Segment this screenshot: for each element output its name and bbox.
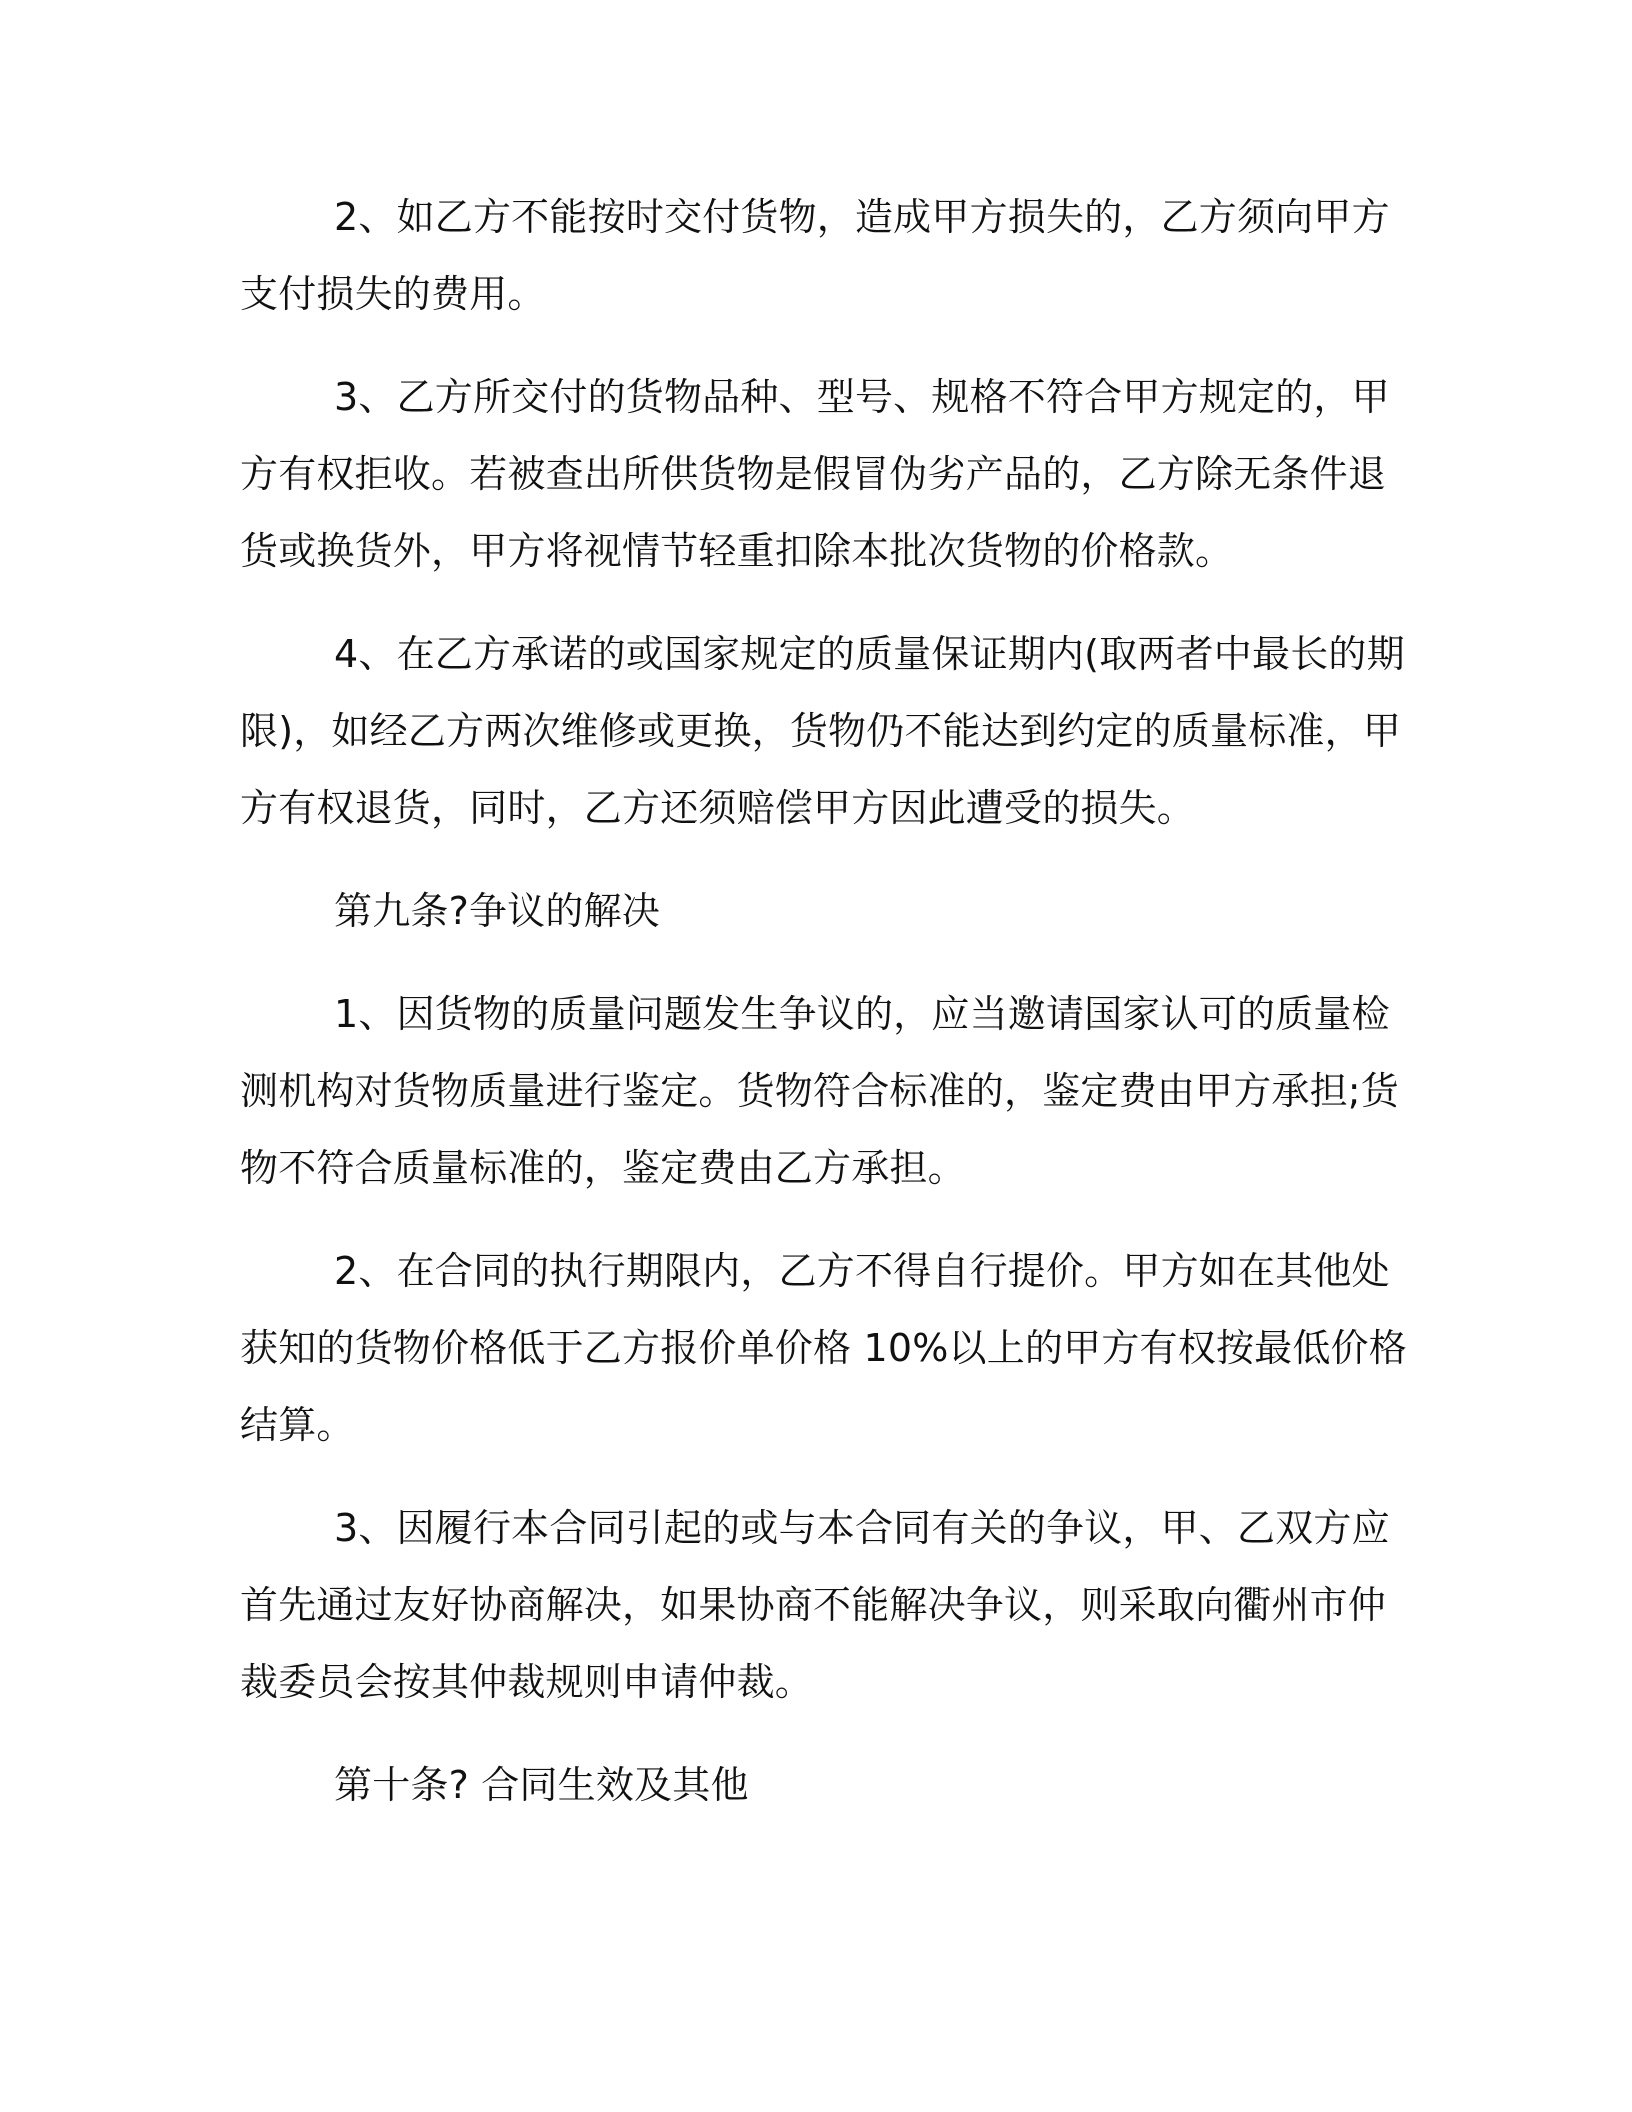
clause-9-item-3-line-3: 裁委员会按其仲裁规则申请仲裁。 — [240, 1660, 814, 1704]
clause-8-item-4-line-2: 限)，如经乙方两次维修或更换，货物仍不能达到约定的质量标准，甲 — [240, 709, 1402, 753]
clause-9-item-2-line-2: 获知的货物价格低于乙方报价单价格 10%以上的甲方有权按最低价格 — [240, 1326, 1407, 1370]
clause-9-item-1-line-2: 测机构对货物质量进行鉴定。货物符合标准的，鉴定费由甲方承担;货 — [240, 1069, 1400, 1113]
clause-8-item-2-line-2: 支付损失的费用。 — [240, 272, 546, 316]
clause-8-item-3-line-2: 方有权拒收。若被查出所供货物是假冒伪劣产品的，乙方除无条件退 — [240, 452, 1387, 496]
section-heading-article-9: 第九条?争议的解决 — [334, 889, 660, 933]
clause-9-item-3-line-1: 3、因履行本合同引起的或与本合同有关的争议，甲、乙双方应 — [334, 1506, 1390, 1550]
clause-9-item-2-line-3: 结算。 — [240, 1403, 355, 1447]
clause-8-item-3-line-3: 货或换货外，甲方将视情节轻重扣除本批次货物的价格款。 — [240, 529, 1234, 573]
clause-9-item-3-line-2: 首先通过友好协商解决，如果协商不能解决争议，则采取向衢州市仲 — [240, 1583, 1387, 1627]
clause-9-item-1-line-1: 1、因货物的质量问题发生争议的，应当邀请国家认可的质量检 — [334, 992, 1390, 1036]
section-heading-article-10: 第十条? 合同生效及其他 — [334, 1763, 749, 1807]
clause-8-item-4-line-3: 方有权退货，同时，乙方还须赔偿甲方因此遭受的损失。 — [240, 786, 1196, 830]
clause-8-item-3-line-1: 3、乙方所交付的货物品种、型号、规格不符合甲方规定的，甲 — [334, 375, 1390, 419]
clause-9-item-1-line-3: 物不符合质量标准的，鉴定费由乙方承担。 — [240, 1146, 966, 1190]
clause-8-item-2-line-1: 2、如乙方不能按时交付货物，造成甲方损失的，乙方须向甲方 — [334, 195, 1390, 239]
clause-9-item-2-line-1: 2、在合同的执行期限内，乙方不得自行提价。甲方如在其他处 — [334, 1249, 1390, 1293]
clause-8-item-4-line-1: 4、在乙方承诺的或国家规定的质量保证期内(取两者中最长的期 — [334, 632, 1405, 676]
